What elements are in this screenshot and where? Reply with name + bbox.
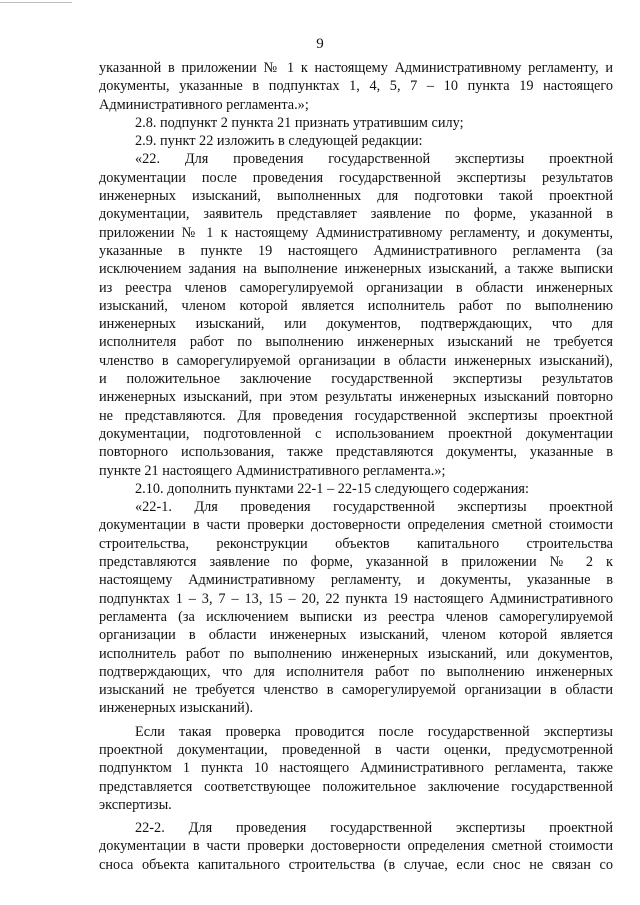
text-line: инженерных изысканий, при этом результаты инженерных изысканий повторно [99, 389, 613, 406]
text-line: 22-2. Для проведения государственной экспертизы проектной [135, 820, 613, 837]
text-line: и положительное заключение государственной экспертизы результатов [99, 371, 613, 388]
text-line: не представляются. Для проведения государственной экспертизы проектной [99, 407, 613, 424]
page-number: 9 [316, 36, 324, 52]
text-line: Административного регламента.»; [99, 96, 309, 113]
text-line: документации в части проверки достоверности определения сметной стоимости [99, 838, 613, 855]
text-line: документации после проведения государственной экспертизы результатов [99, 169, 613, 186]
text-line: инженерных изысканий, или документов, подтверждающих, что для [99, 316, 613, 333]
text-line: «22-1. Для проведения государственной экспертизы проектной [135, 499, 613, 516]
text-line: представляются заявление по форме, указанной в приложении № 2 к [99, 554, 613, 571]
text-line: организации в области инженерных изысканий, членом которой является [99, 627, 613, 644]
text-line: документы, указанные в подпунктах 1, 4, 5, 7 – 10 пункта 19 настоящего [99, 78, 613, 95]
text-line: строительства, реконструкции объектов капитального строительства [99, 535, 613, 552]
text-line: инженерных изысканий). [99, 700, 254, 717]
text-line: документации, заявитель представляет заявление по форме, указанной в [99, 206, 613, 223]
text-line: сноса объекта капитального строительства (в случае, если снос не связан со [99, 856, 613, 873]
text-line: документации, подготовленной с использованием проектной документации [99, 425, 613, 442]
text-line: подпунктах 1 – 3, 7 – 13, 15 – 20, 22 пункта 19 настоящего Административного [99, 590, 613, 607]
text-line: 2.10. дополнить пунктами 22-1 – 22-15 следующего содержания: [135, 480, 529, 497]
text-line: представляется соответствующее положительное заключение государственной [99, 778, 613, 795]
text-line: «22. Для проведения государственной экспертизы проектной [135, 151, 613, 168]
text-line: исполнитель работ по выполнению инженерных изысканий, или документов, [99, 645, 613, 662]
text-line: проектной документации, проведенной в части оценки, предусмотренной [99, 741, 613, 758]
text-line: Если такая проверка проводится после государственной экспертизы [135, 723, 613, 740]
text-line: настоящему Административному регламенту, и документы, указанные в [99, 572, 613, 589]
text-line: инженерных изысканий, выполненных для подготовки такой проектной [99, 188, 613, 205]
text-line: подпунктом 1 пункта 10 настоящего Административного регламента, также [99, 760, 613, 777]
text-line: экспертизы. [99, 796, 172, 813]
text-line: изысканий не требуется членство в саморегулируемой организации в области [99, 682, 613, 699]
document-body [99, 59, 613, 874]
text-line: изысканий, членом которой является исполнитель работ по выполнению [99, 297, 613, 314]
text-line: приложении № 1 к настоящему Административному регламенту, и документы, [99, 224, 613, 241]
text-line: членство в саморегулируемой организации в области инженерных изысканий), [99, 352, 613, 369]
text-line: документации в части проверки достоверности определения сметной стоимости [99, 517, 613, 534]
text-line: 2.8. подпункт 2 пункта 21 признать утратившим силу; [135, 114, 464, 131]
text-line: пункте 21 настоящего Административного регламента.»; [99, 462, 446, 479]
text-line: подтверждающих, что для исполнителя работ по выполнению инженерных [99, 663, 613, 680]
scan-edge-mark [0, 2, 72, 3]
text-line: указанной в приложении № 1 к настоящему Административному регламенту, и [99, 60, 613, 76]
text-line: 2.9. пункт 22 изложить в следующей редакции: [135, 133, 423, 150]
text-line: указанные в пункте 19 настоящего Административного регламента (за [99, 242, 613, 259]
text-line: исключением задания на выполнение инженерных изысканий, а также выписки [99, 261, 613, 278]
text-line: регламента (за исключением выписки из реестра членов саморегулируемой [99, 608, 613, 625]
text-line: из реестра членов саморегулируемой организации в области инженерных [99, 279, 613, 296]
text-line: исполнителя работ по выполнению инженерных изысканий не требуется [99, 334, 613, 351]
text-line: повторного использования, также представляются документы, указанные в [99, 444, 613, 461]
